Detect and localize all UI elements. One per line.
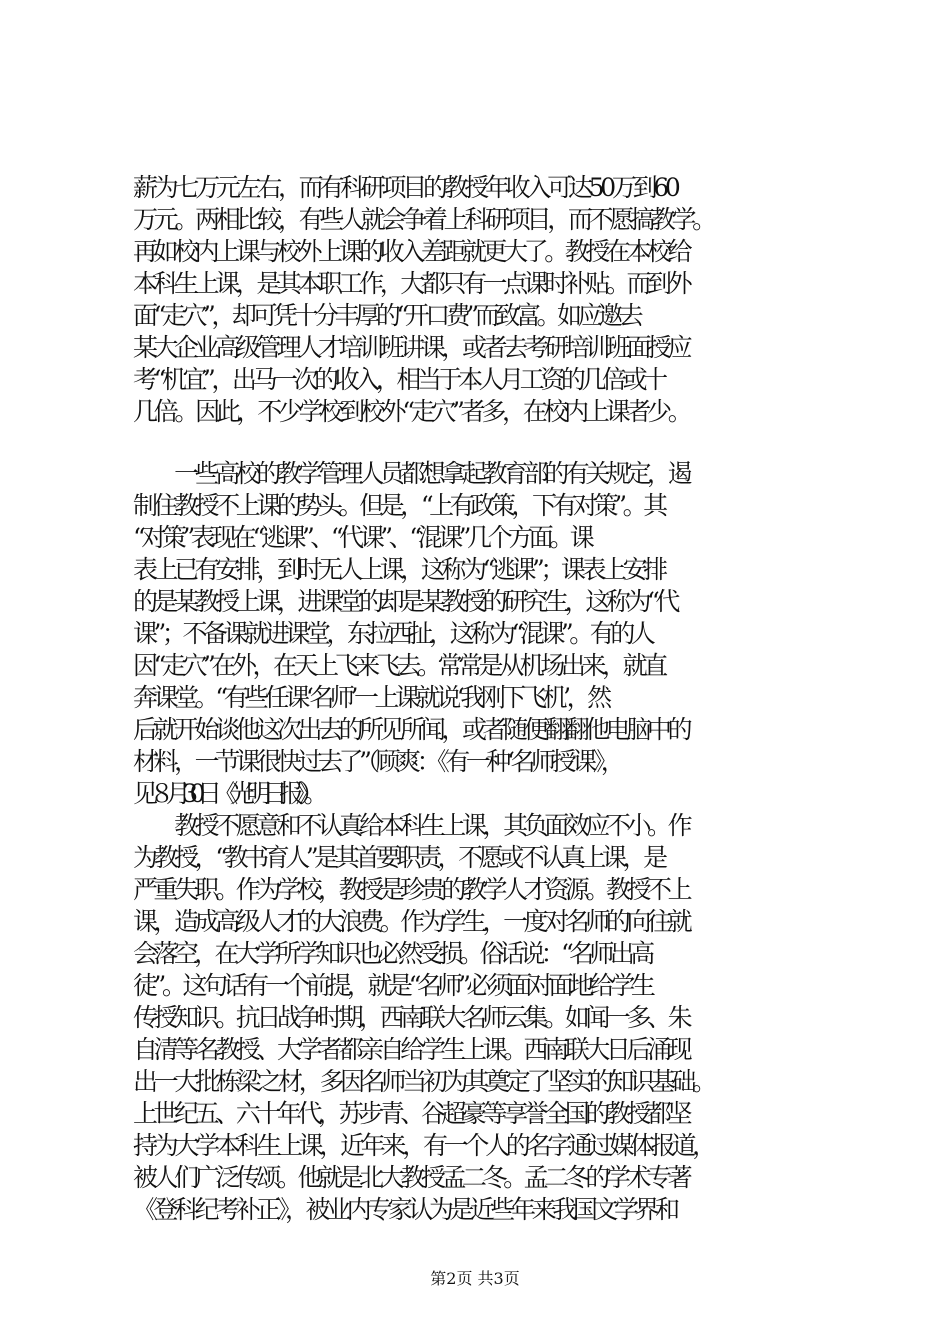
text-line: 因“走穴”在外，在天上飞来飞去。常常是从机场出来，就直 — [133, 651, 664, 680]
text-line: 自清等名教授、大学者都亲自给学生上课。西南联大日后涌现 — [133, 1035, 689, 1064]
text-line: 材料，一节课很快过去了”（顾爽：《有一种‘名师授课》， — [133, 747, 622, 776]
text-line: 《登科纪考补正》，被业内专家认为是近些年来我国文学界和 — [133, 1195, 676, 1224]
text-line: 教授不愿意和不认真给本科生上课，其负面效应不小。作 — [133, 811, 689, 840]
text-line: 出一大批栋梁之材，多因名师当初为其奠定了坚实的知识基础。 — [133, 1067, 713, 1096]
text-line: 上世纪五、六十年代，苏步青、谷超豪等享誉全国的教授都坚 — [133, 1099, 689, 1128]
text-line: 被人们广泛传颂。他就是北大教授孟二冬。孟二冬的学术专著 — [133, 1163, 689, 1192]
text-line: 奔课堂。“有些任课‘名师’一上课就说‘我刚下飞机’，然 — [133, 683, 608, 712]
text-line: 课”；不备课就进课堂，东拉西扯，这称为“混课”。有的人 — [133, 619, 652, 648]
text-line: 制住教授不上课的势头。但是，“上有政策，下有对策”。其 — [133, 491, 664, 520]
text-line: 一些高校的教学管理人员都想拿起教育部的有关规定，遏 — [133, 459, 689, 488]
text-line: 持为大学本科生上课，近年来，有一个人的名字通过媒体报道， — [133, 1131, 713, 1160]
text-line: 本科生上课，是其本职工作，大都只有一点课时补贴。而到外 — [133, 269, 689, 298]
page-footer: 第2页 共3页 — [430, 1269, 520, 1288]
text-line: 万元。两相比较，有些人就会争着上科研项目，而不愿搞教学。 — [133, 205, 713, 234]
text-line: 会落空，在大学所学知识也必然受损。俗话说：“名师出高 — [133, 939, 651, 968]
text-line: 表上已有安排，到时无人上课，这称为“逃课”；课表上安排 — [133, 555, 664, 584]
text-line: 考“机宜”，出马一次的收入，相当于本人月工资的几倍或十 — [133, 365, 664, 394]
text-line: 见８月30日《光明日报》）。 — [133, 779, 320, 808]
text-line: 面“走穴”，却可凭十分丰厚的“开口费”而致富。如应邀去 — [133, 301, 640, 330]
text-line: 为教授，“教书育人”是其首要职责，不愿或不认真上课，是 — [133, 843, 664, 872]
text-line: 某大企业高级管理人才培训班讲课，或者去考研培训班面授应 — [133, 333, 689, 362]
text-line: 传授知识。抗日战争时期，西南联大名师云集。如闻一多、朱 — [133, 1003, 689, 1032]
text-line: 后就开始谈他这次出去的所见所闻，或者随便翻翻他电脑中的 — [133, 715, 689, 744]
text-line: 严重失职。作为学校，教授是珍贵的教学人才资源。教授不上 — [133, 875, 689, 904]
text-line: 再如校内上课与校外上课的收入差距就更大了。教授在本校给 — [133, 237, 689, 266]
text-line: 薪为七万元左右，而有科研项目的教授年收入可达50万到60 — [133, 173, 677, 202]
text-line: 课，造成高级人才的大浪费。作为学生，一度对名师的向往就 — [133, 907, 689, 936]
text-line: 几倍。因此，不少学校到校外“走穴”者多，在校内上课者少。 — [133, 397, 689, 426]
text-line: 徒”。这句话有一个前提，就是“名师”必须面对面地给学生 — [133, 971, 652, 1000]
text-line: 的是某教授上课，进课堂的却是某教授的研究生，这称为“代 — [133, 587, 676, 616]
text-line: “对策”表现在“逃课”、“代课”、“混课”几个方面。课 — [133, 523, 591, 552]
